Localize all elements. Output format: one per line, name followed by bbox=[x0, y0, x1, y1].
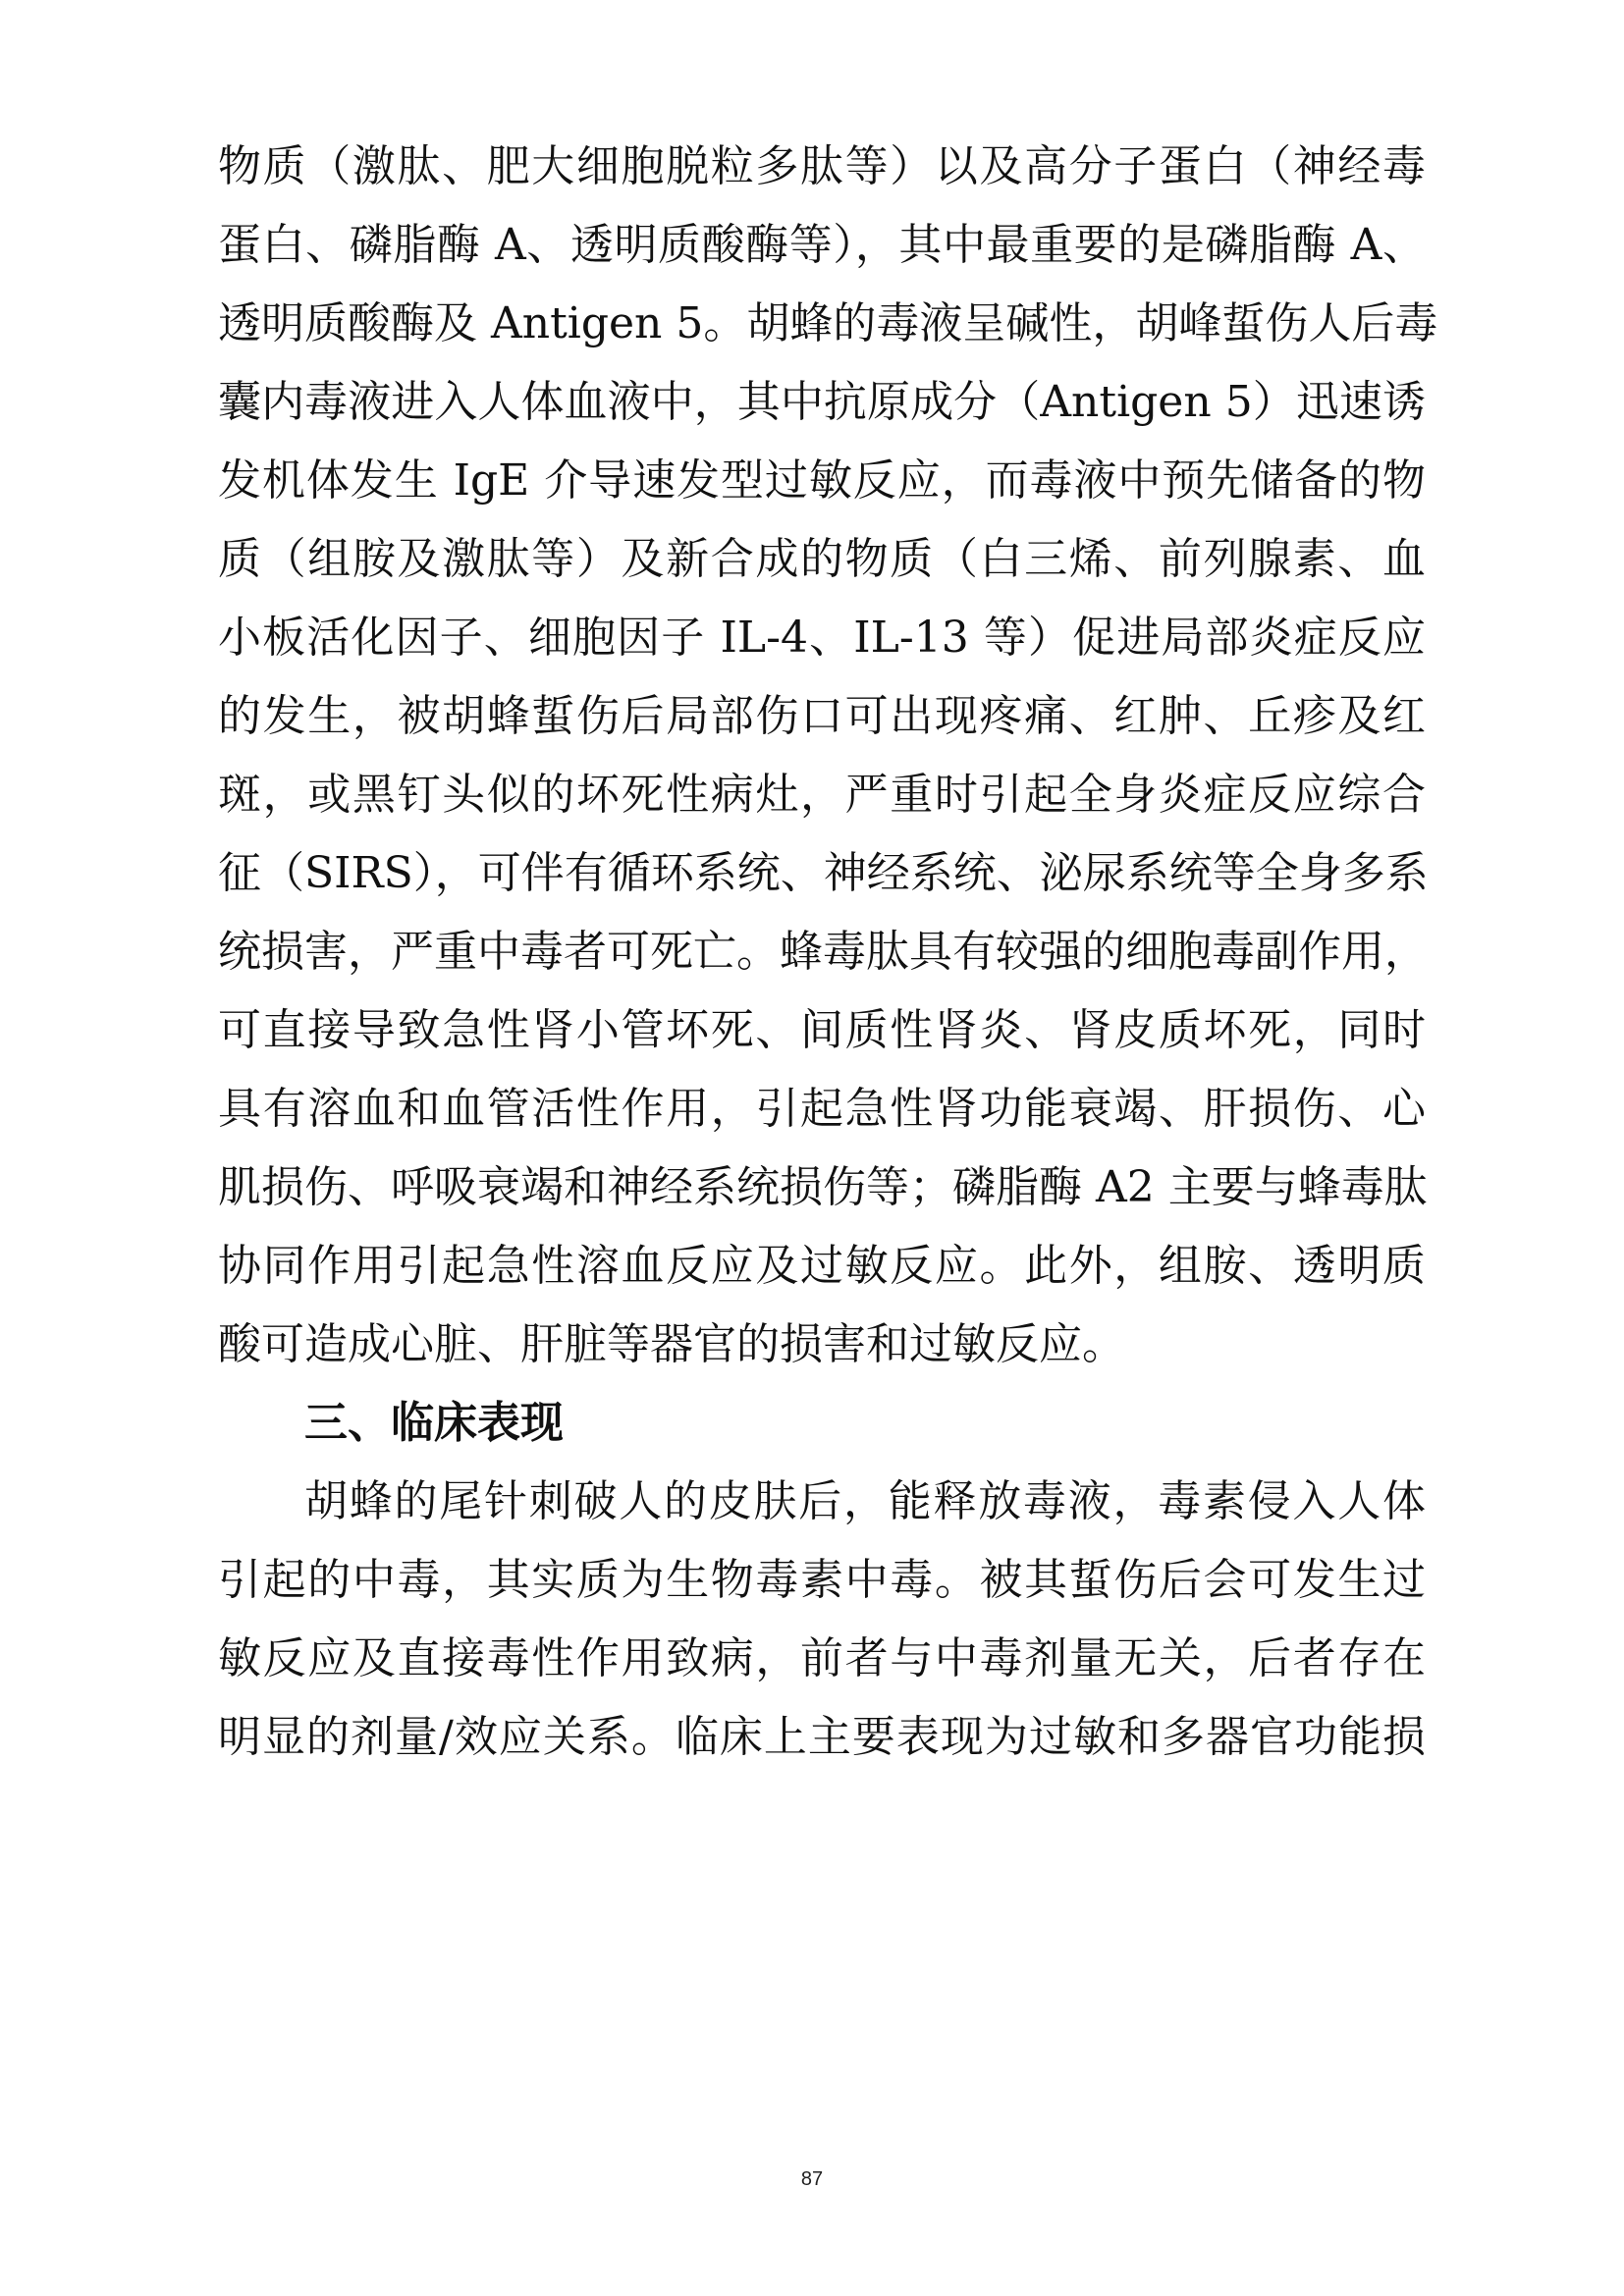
paragraph-line: 物质（激肽、肥大细胞脱粒多肽等）以及高分子蛋白（神经毒 bbox=[218, 141, 1426, 191]
paragraph-line: 敏反应及直接毒性作用致病，前者与中毒剂量无关，后者存在 bbox=[218, 1633, 1426, 1683]
paragraph-line: 明显的剂量/效应关系。临床上主要表现为过敏和多器官功能损 bbox=[218, 1712, 1426, 1762]
paragraph-line: 酸可造成心脏、肝脏等器官的损害和过敏反应。 bbox=[218, 1319, 1125, 1369]
paragraph-line: 小板活化因子、细胞因子 IL-4、IL-13 等）促进局部炎症反应 bbox=[218, 613, 1426, 663]
paragraph-line: 统损害，严重中毒者可死亡。蜂毒肽具有较强的细胞毒副作用， bbox=[218, 927, 1428, 977]
paragraph-line: 肌损伤、呼吸衰竭和神经系统损伤等；磷脂酶 A2 主要与蜂毒肽 bbox=[218, 1162, 1428, 1212]
paragraph-line: 征（SIRS），可伴有循环系统、神经系统、泌尿系统等全身多系 bbox=[218, 848, 1429, 898]
paragraph-line: 的发生，被胡蜂蜇伤后局部伤口可出现疼痛、红肿、丘疹及红 bbox=[218, 691, 1426, 741]
paragraph-line: 协同作用引起急性溶血反应及过敏反应。此外，组胺、透明质 bbox=[218, 1241, 1426, 1291]
paragraph-line: 蛋白、磷脂酶 A、透明质酸酶等），其中最重要的是磷脂酶 A、 bbox=[218, 220, 1426, 270]
section-heading: 三、临床表现 bbox=[304, 1398, 564, 1448]
paragraph-line: 胡蜂的尾针刺破人的皮肤后，能释放毒液，毒素侵入人体 bbox=[304, 1476, 1426, 1526]
paragraph-line: 具有溶血和血管活性作用，引起急性肾功能衰竭、肝损伤、心 bbox=[218, 1084, 1426, 1134]
paragraph-line: 发机体发生 IgE 介导速发型过敏反应，而毒液中预先储备的物 bbox=[218, 455, 1426, 506]
page-number: 87 bbox=[800, 2168, 824, 2190]
paragraph-line: 斑，或黑钉头似的坏死性病灶，严重时引起全身炎症反应综合 bbox=[218, 770, 1426, 820]
paragraph-line: 可直接导致急性肾小管坏死、间质性肾炎、肾皮质坏死，同时 bbox=[218, 1005, 1426, 1055]
paragraph-line: 透明质酸酶及 Antigen 5。胡蜂的毒液呈碱性，胡峰蜇伤人后毒 bbox=[218, 298, 1438, 348]
paragraph-line: 引起的中毒，其实质为生物毒素中毒。被其蜇伤后会可发生过 bbox=[218, 1555, 1426, 1605]
paragraph-line: 囊内毒液进入人体血液中，其中抗原成分（Antigen 5）迅速诱 bbox=[218, 377, 1426, 427]
paragraph-line: 质（组胺及激肽等）及新合成的物质（白三烯、前列腺素、血 bbox=[218, 534, 1426, 584]
